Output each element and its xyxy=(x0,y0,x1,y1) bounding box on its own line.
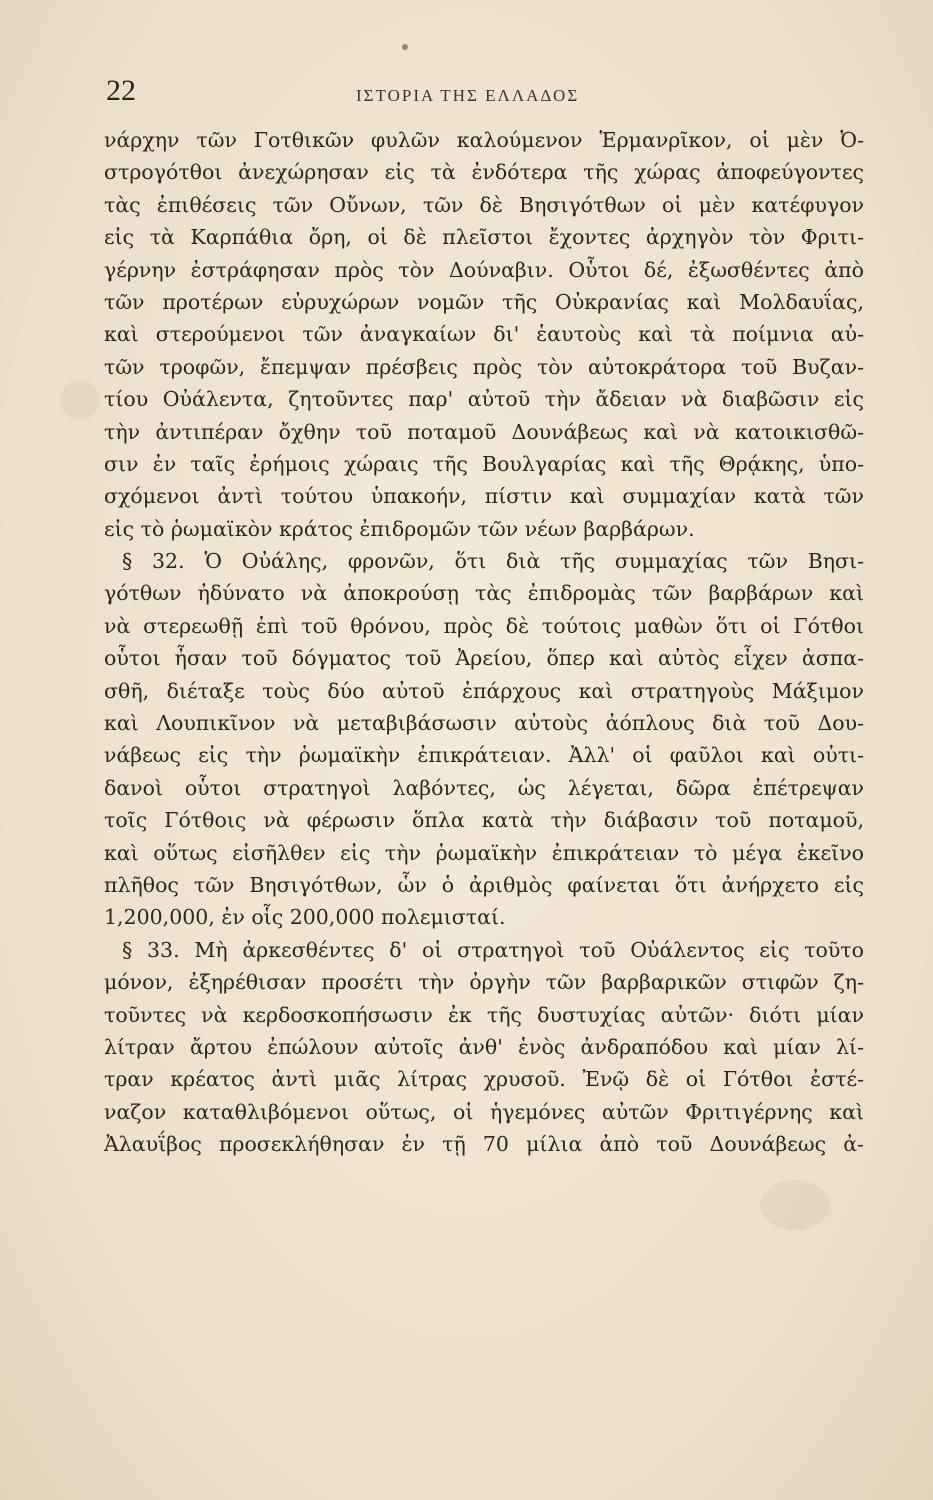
text-line: τραν κρέατος ἀντὶ μιᾶς λίτρας χρυσοῦ. Ἐνῷ δὲ οἱ Γότθοι ἐστέ- xyxy=(104,1067,864,1092)
text-line: πλῆθος τῶν Βησιγότθων, ὧν ὁ ἀριθμὸς φαίνεται ὅτι ἀνήρχετο εἰς xyxy=(104,872,864,897)
paper-stain xyxy=(60,380,100,420)
text-line: τῶν προτέρων εὐρυχώρων νομῶν τῆς Οὐκρανίας καὶ Μολδαυΐας, xyxy=(104,289,864,314)
text-line: τῶν τροφῶν, ἔπεμψαν πρέσβεις πρὸς τὸν αὐτοκράτορα τοῦ Βυζαν- xyxy=(104,354,864,379)
page-header xyxy=(106,74,866,114)
text-line: 1,200,000, ἐν οἷς 200,000 πολεμισταί. xyxy=(104,905,506,930)
text-line: τοῖς Γότθοις νὰ φέρωσιν ὅπλα κατὰ τὴν διάβασιν τοῦ ποταμοῦ, xyxy=(104,808,864,833)
body-text xyxy=(104,124,864,1161)
text-line: ναζον καταθλιβόμενοι οὕτως, οἱ ἡγεμόνες αὐτῶν Φριτιγέρνης καὶ xyxy=(104,1099,864,1124)
section-heading-line: § 33. Μὴ ἀρκεσθέντες δ' οἱ στρατηγοὶ τοῦ Οὐάλεντος εἰς τοῦτο xyxy=(122,937,864,962)
text-line: καὶ στερούμενοι τῶν ἀναγκαίων δι' ἑαυτοὺς καὶ τὰ ποίμνια αὐ- xyxy=(104,322,864,347)
text-line: νάρχην τῶν Γοτθικῶν φυλῶν καλούμενον Ἑρμανρῖκον, οἱ μὲν Ὀ- xyxy=(104,128,864,152)
text-line: καὶ οὕτως εἰσῆλθεν εἰς τὴν ῥωμαϊκὴν ἐπικράτειαν τὸ μέγα ἐκεῖνο xyxy=(104,840,864,865)
text-line: καὶ Λουπικῖνον νὰ μεταβιβάσωσιν αὐτοὺς ἀόπλους διὰ τοῦ Δου- xyxy=(104,711,864,736)
text-line: Ἀλαυΐβος προσεκλήθησαν ἐν τῇ 70 μίλια ἀπὸ τοῦ Δουνάβεως ἀ- xyxy=(104,1132,864,1157)
text-line: λίτραν ἄρτου ἐπώλουν αὐτοῖς ἀνθ' ἑνὸς ἀνδραπόδου καὶ μίαν λί- xyxy=(104,1034,864,1059)
text-line: μόνον, ἐξηρέθισαν προσέτι τὴν ὀργὴν τῶν βαρβαρικῶν στιφῶν ζη- xyxy=(104,970,864,995)
text-line: οὗτοι ἦσαν τοῦ δόγματος τοῦ Ἀρείου, ὅπερ καὶ αὐτὸς εἶχεν ἀσπα- xyxy=(104,646,864,671)
running-title: ΙΣΤΟΡΙΑ ΤΗΣ ΕΛΛΑΔΟΣ xyxy=(356,86,580,105)
text-line: σθῆ, διέταξε τοὺς δύο αὐτοῦ ἐπάρχους καὶ στρατηγοὺς Μάξιμον xyxy=(104,678,864,703)
paper-stain xyxy=(760,1180,830,1230)
text-line: τοῦντες νὰ κερδοσκοπήσωσιν ἐκ τῆς δυστυχίας αὐτῶν· διότι μίαν xyxy=(104,1002,864,1027)
text-line: σιν ἐν ταῖς ἐρήμοις χώραις τῆς Βουλγαρίας καὶ τῆς Θρᾴκης, ὑπο- xyxy=(104,451,864,476)
text-line: τίου Οὐάλεντα, ζητοῦντες παρ' αὐτοῦ τὴν ἄδειαν νὰ διαβῶσιν εἰς xyxy=(104,387,864,412)
text-line: γέρνην ἐστράφησαν πρὸς τὸν Δούναβιν. Οὗτοι δέ, ἐξωσθέντες ἀπὸ xyxy=(104,257,864,282)
text-line: εἰς τὰ Καρπάθια ὄρη, οἱ δὲ πλεῖστοι ἔχοντες ἀρχηγὸν τὸν Φριτι- xyxy=(104,225,864,250)
ink-dot xyxy=(402,44,408,50)
text-line: τὰς ἐπιθέσεις τῶν Οὔνων, τῶν δὲ Βησιγότθων οἱ μὲν κατέφυγον xyxy=(104,192,864,217)
text-line: νὰ στερεωθῇ ἐπὶ τοῦ θρόνου, πρὸς δὲ τούτοις μαθὼν ὅτι οἱ Γότθοι xyxy=(104,613,864,638)
text-line: εἰς τὸ ῥωμαϊκὸν κράτος ἐπιδρομῶν τῶν νέων βαρβάρων. xyxy=(104,516,695,541)
text-line: νάβεως εἰς τὴν ῥωμαϊκὴν ἐπικράτειαν. Ἀλλ' οἱ φαῦλοι καὶ οὐτι- xyxy=(104,743,864,768)
text-line: τὴν ἀντιπέραν ὄχθην τοῦ ποταμοῦ Δουνάβεως καὶ νὰ κατοικισθῶ- xyxy=(104,419,864,444)
section-heading-line: § 32. Ὁ Οὐάλης, φρονῶν, ὅτι διὰ τῆς συμμαχίας τῶν Βησι- xyxy=(122,549,864,574)
text-line: στρογότθοι ἀνεχώρησαν εἰς τὰ ἐνδότερα τῆς χώρας ἀποφεύγοντες xyxy=(104,160,864,185)
text-line: σχόμενοι ἀντὶ τούτου ὑπακοήν, πίστιν καὶ συμμαχίαν κατὰ τῶν xyxy=(104,484,864,509)
page-number: 22 xyxy=(106,74,136,107)
text-line: δανοὶ οὗτοι στρατηγοὶ λαβόντες, ὡς λέγεται, δῶρα ἐπέτρεψαν xyxy=(104,775,864,800)
text-line: γότθων ἠδύνατο νὰ ἀποκρούσῃ τὰς ἐπιδρομὰς τῶν βαρβάρων καὶ xyxy=(104,581,864,606)
